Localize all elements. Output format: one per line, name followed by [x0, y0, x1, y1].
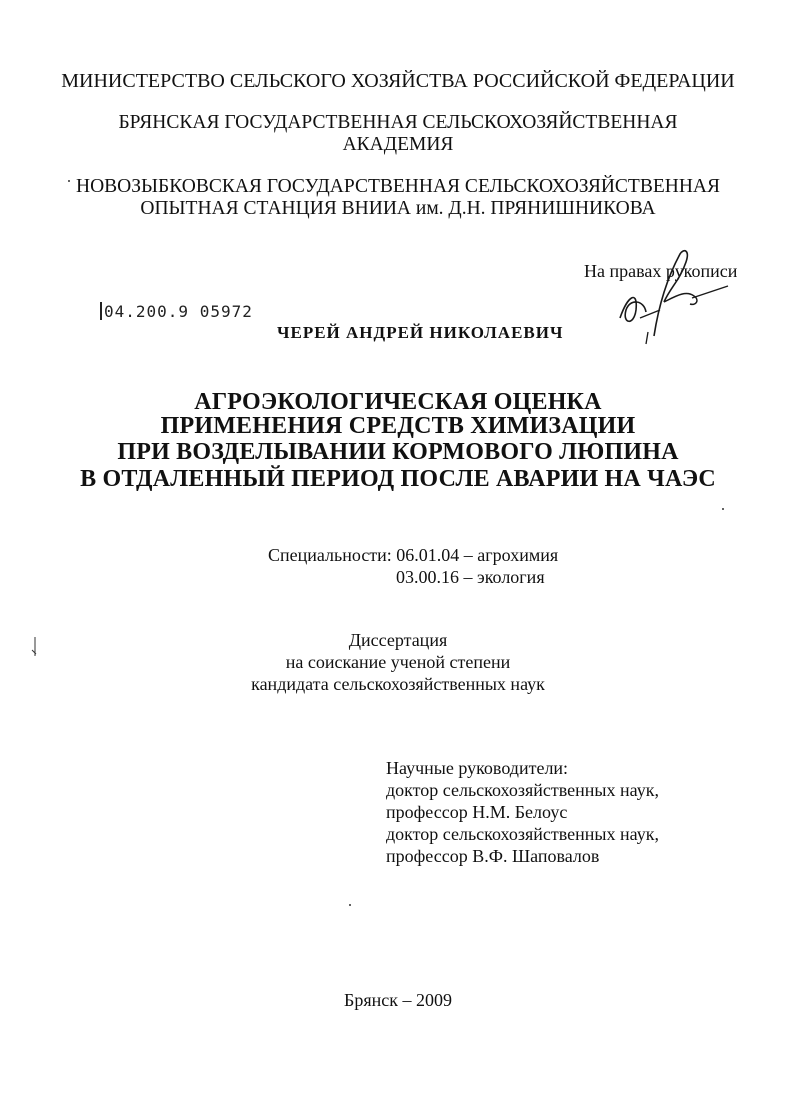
ministry-name: МИНИСТЕРСТВО СЕЛЬСКОГО ХОЗЯЙСТВА РОССИЙСКОЙ ФЕДЕРАЦИИ: [61, 70, 735, 92]
specialty-line1: Специальности: 06.01.04 – агрохимия: [268, 545, 559, 565]
scan-speck: [68, 180, 70, 182]
author-name: ЧЕРЕЙ АНДРЕЙ НИКОЛАЕВИЧ: [277, 323, 564, 342]
academy-name-line2: АКАДЕМИЯ: [342, 134, 454, 155]
academy-name-line1: БРЯНСКАЯ ГОСУДАРСТВЕННАЯ СЕЛЬСКОХОЗЯЙСТВЕННАЯ: [118, 112, 678, 133]
manuscript-note: На правах рукописи: [584, 261, 738, 281]
city-year: Брянск – 2009: [344, 990, 452, 1010]
dissertation-line1: Диссертация: [348, 630, 448, 650]
dissertation-line2: на соискание ученой степени: [285, 652, 511, 672]
specialty-line2: 03.00.16 – экология: [396, 567, 545, 587]
scan-speck: [722, 508, 724, 510]
station-name-line2: ОПЫТНАЯ СТАНЦИЯ ВНИИА им. Д.Н. ПРЯНИШНИКОВА: [140, 198, 656, 219]
supervisor-1-name: профессор Н.М. Белоус: [386, 802, 568, 822]
thesis-title-line3: ПРИ ВОЗДЕЛЫВАНИИ КОРМОВОГО ЛЮПИНА: [117, 439, 679, 465]
station-name-line1: НОВОЗЫБКОВСКАЯ ГОСУДАРСТВЕННАЯ СЕЛЬСКОХОЗЯЙСТВЕННАЯ: [76, 176, 720, 197]
supervisor-1-degree: доктор сельскохозяйственных наук,: [386, 780, 659, 800]
supervisor-2-degree: доктор сельскохозяйственных наук,: [386, 824, 659, 844]
supervisor-2-name: профессор В.Ф. Шаповалов: [386, 846, 600, 866]
supervisors-heading: Научные руководители:: [386, 758, 569, 778]
thesis-title-line4: В ОТДАЛЕННЫЙ ПЕРИОД ПОСЛЕ АВАРИИ НА ЧАЭС: [80, 466, 716, 492]
dissertation-line3: кандидата сельскохозяйственных наук: [251, 674, 545, 694]
handwritten-signature: [600, 240, 740, 350]
thesis-title-line1: АГРОЭКОЛОГИЧЕСКАЯ ОЦЕНКА: [194, 389, 602, 415]
scan-speck: [349, 904, 351, 906]
thesis-title-line2: ПРИМЕНЕНИЯ СРЕДСТВ ХИМИЗАЦИИ: [160, 413, 636, 439]
scan-mark: [30, 636, 40, 658]
library-stamp-number: 04.200.9 05972: [104, 302, 253, 321]
